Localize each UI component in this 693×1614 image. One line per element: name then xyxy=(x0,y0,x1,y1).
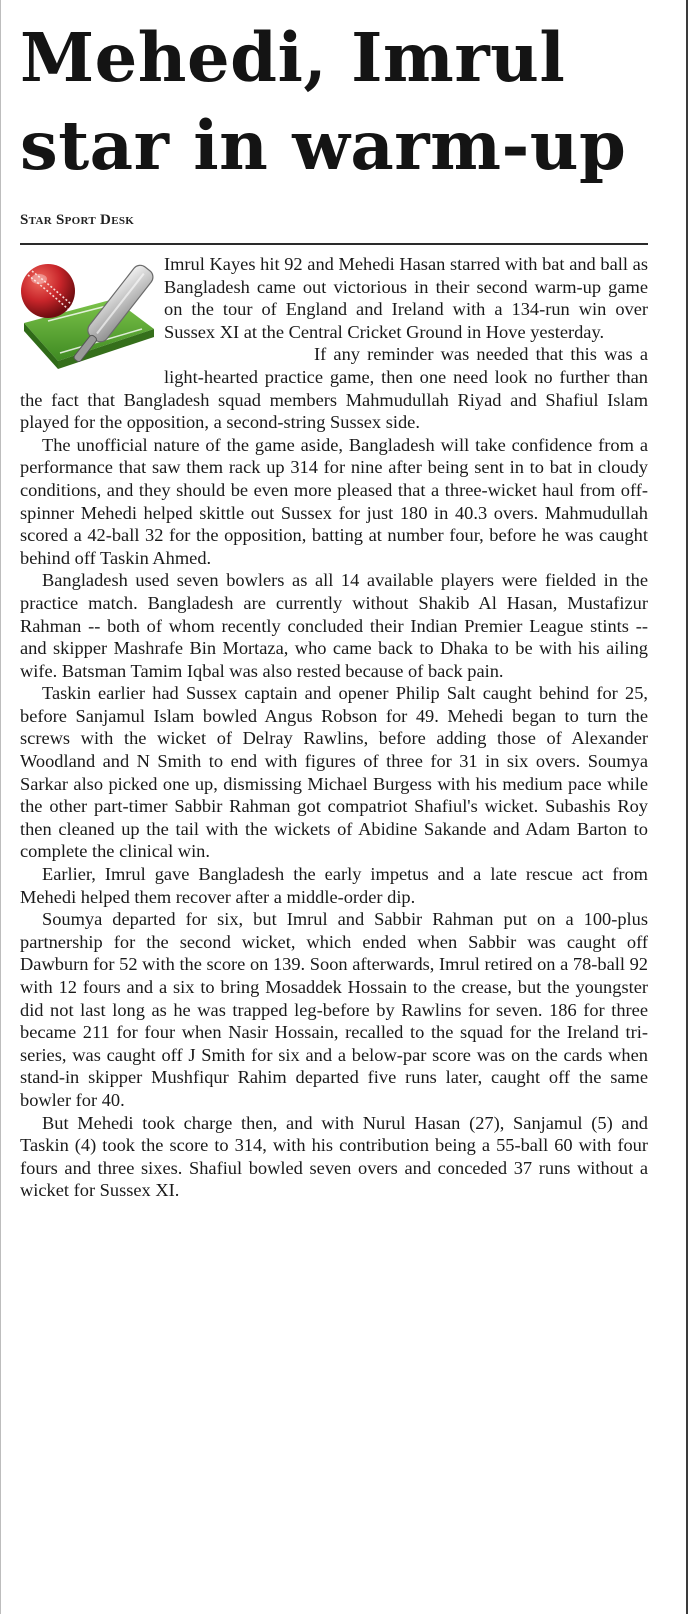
byline: Star Sport Desk xyxy=(20,212,135,228)
paragraph-7: Soumya departed for six, but Imrul and Sabbir Rahman put on a 100-plus partnership for the second wicket, which ended when Sabbir was caught off Dawburn for 52 with the score on 139. Soon afterwards, Imrul retired on a 78-ball 92 with 12 fours and a six to bring Mosaddek Hossain to the crease, but the youngster did not last long as he was trapped leg-before by Rawlins for seven. 186 for three became 211 for four when Nasir Hossain, recalled to the squad for the Ireland tri-series, was caught off J Smith for six and a below-par score was on the cards when stand-in skipper Mushfiqur Rahim departed five runs later, caught off the same bowler for 40. xyxy=(20,909,648,1110)
right-column-rule xyxy=(686,0,688,1614)
paragraph-2: If any reminder was needed that this was a light-hearted practice game, then one need look no further than the fact that Bangladesh squad members Mahmudullah Riyad and Shafiul Islam played for the opposition, a second-string Sussex side. xyxy=(20,344,648,433)
paragraph-5: Taskin earlier had Sussex captain and opener Philip Salt caught behind for 25, before Sanjamul Islam bowled Angus Robson for 49. Mehedi began to turn the screws with the wicket of Delray Rawlins, before adding those of Alexander Woodland and N Smith to end with figures of three for 31 in six overs. Soumya Sarkar also picked one up, dismissing Michael Burgess with his medium pace while the other part-timer Sabbir Rahman got compatriot Shafiul's wicket. Subashis Roy then cleaned up the tail with the wickets of Abidine Sakande and Adam Barton to complete the clinical win. xyxy=(20,683,648,862)
paragraph-8: But Mehedi took charge then, and with Nurul Hasan (27), Sanjamul (5) and Taskin (4) took the score to 314, with his contribution being a 55-ball 60 with four fours and three sixes. Shafiul bowled seven overs and conceded 37 runs without a wicket for Sussex XI. xyxy=(20,1112,648,1201)
paragraph-1: Imrul Kayes hit 92 and Mehedi Hasan starred with bat and ball as Bangladesh came out victorious in their second warm-up game on the tour of England and Ireland with a 134-run win over Sussex XI at the Central Cricket Ground in Hove yesterday. xyxy=(164,254,648,342)
paragraph-6: Earlier, Imrul gave Bangladesh the early impetus and a late rescue act from Mehedi helped them recover after a middle-order dip. xyxy=(20,864,648,907)
headline xyxy=(20,14,680,190)
left-column-rule xyxy=(0,0,1,1614)
byline-divider xyxy=(20,243,648,245)
headline-line-1: Mehedi, Imrul xyxy=(20,18,566,97)
paragraph-4: Bangladesh used seven bowlers as all 14 available players were fielded in the practice match. Bangladesh are currently without Shakib Al Hasan, Mustafizur Rahman -- both of whom recently concluded their Indian Premier League stints -- and skipper Mashrafe Bin Mortaza, who came back to Dhaka to be with his ailing wife. Batsman Tamim Iqbal was also rested because of back pain. xyxy=(20,570,648,681)
article-body xyxy=(20,253,648,1202)
paragraph-3: The unofficial nature of the game aside, Bangladesh will take confidence from a performance that saw them rack up 314 for nine after being sent in to bat in cloudy conditions, and they should be even more pleased that a three-wicket haul from off-spinner Mehedi helped skittle out Sussex for just 180 in 40.3 overs. Mahmudullah scored a 42-ball 32 for the opposition, batting at number four, before he was caught behind off Taskin Ahmed. xyxy=(20,434,648,568)
cricket-ball-bat-icon xyxy=(18,253,158,381)
headline-line-2: star in warm-up xyxy=(20,106,627,185)
